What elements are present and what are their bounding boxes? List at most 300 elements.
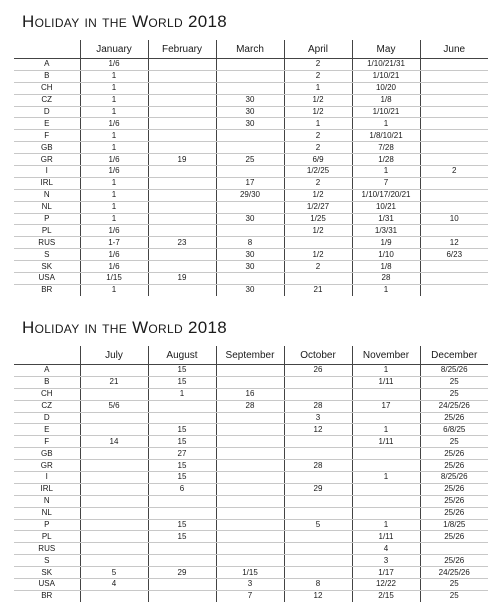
holiday-dates-cell bbox=[148, 543, 216, 555]
country-code: B bbox=[14, 70, 80, 82]
holiday-dates-cell: 29 bbox=[148, 567, 216, 579]
holiday-dates-cell: 1/10 bbox=[352, 249, 420, 261]
holiday-dates-cell: 30 bbox=[216, 106, 284, 118]
holiday-dates-cell: 12 bbox=[284, 424, 352, 436]
holiday-dates-cell: 1/11 bbox=[352, 376, 420, 388]
holiday-dates-cell bbox=[352, 448, 420, 460]
holiday-dates-cell bbox=[148, 507, 216, 519]
holiday-dates-cell: 1/2 bbox=[284, 94, 352, 106]
month-header: September bbox=[216, 346, 284, 365]
holiday-dates-cell: 15 bbox=[148, 472, 216, 484]
holiday-dates-cell: 1/25 bbox=[284, 213, 352, 225]
holiday-dates-cell bbox=[148, 412, 216, 424]
holiday-dates-cell: 15 bbox=[148, 424, 216, 436]
holiday-section-jul-dec bbox=[14, 318, 488, 602]
holiday-dates-cell: 16 bbox=[216, 388, 284, 400]
month-header: May bbox=[352, 40, 420, 59]
holiday-dates-cell bbox=[148, 590, 216, 601]
holiday-dates-cell: 12 bbox=[420, 237, 488, 249]
holiday-dates-cell: 1/8/25 bbox=[420, 519, 488, 531]
holiday-dates-cell bbox=[420, 118, 488, 130]
holiday-dates-cell: 12 bbox=[284, 590, 352, 601]
holiday-dates-cell bbox=[148, 177, 216, 189]
holiday-dates-cell: 1/3/31 bbox=[352, 225, 420, 237]
holiday-dates-cell bbox=[420, 273, 488, 285]
table-row bbox=[14, 59, 488, 71]
holiday-dates-cell: 2/15 bbox=[352, 590, 420, 601]
holiday-dates-cell: 1 bbox=[352, 118, 420, 130]
holiday-dates-cell: 1/6 bbox=[80, 166, 148, 178]
country-code: B bbox=[14, 376, 80, 388]
holiday-dates-cell: 1 bbox=[284, 118, 352, 130]
holiday-dates-cell bbox=[216, 365, 284, 377]
holiday-dates-cell: 25/26 bbox=[420, 495, 488, 507]
month-header: July bbox=[80, 346, 148, 365]
holiday-dates-cell: 1/2/25 bbox=[284, 166, 352, 178]
holiday-dates-cell: 21 bbox=[80, 376, 148, 388]
holiday-dates-cell bbox=[284, 273, 352, 285]
holiday-dates-cell: 8/25/26 bbox=[420, 472, 488, 484]
holiday-dates-cell bbox=[148, 400, 216, 412]
holiday-dates-cell bbox=[216, 376, 284, 388]
holiday-dates-cell: 25/26 bbox=[420, 460, 488, 472]
table-row bbox=[14, 543, 488, 555]
holiday-dates-cell: 6 bbox=[148, 483, 216, 495]
holiday-dates-cell: 1/2 bbox=[284, 249, 352, 261]
holiday-dates-cell bbox=[80, 543, 148, 555]
holiday-dates-cell bbox=[148, 118, 216, 130]
holiday-dates-cell: 25 bbox=[420, 376, 488, 388]
holiday-dates-cell: 10/21 bbox=[352, 201, 420, 213]
holiday-dates-cell: 1/2 bbox=[284, 106, 352, 118]
holiday-dates-cell bbox=[216, 59, 284, 71]
table-row bbox=[14, 412, 488, 424]
holiday-dates-cell bbox=[148, 261, 216, 273]
holiday-dates-cell bbox=[284, 448, 352, 460]
table-row bbox=[14, 400, 488, 412]
holiday-dates-cell: 1 bbox=[352, 472, 420, 484]
holiday-dates-cell: 30 bbox=[216, 118, 284, 130]
table-row bbox=[14, 436, 488, 448]
country-code: RUS bbox=[14, 237, 80, 249]
holiday-dates-cell bbox=[420, 201, 488, 213]
holiday-dates-cell: 15 bbox=[148, 531, 216, 543]
month-header: October bbox=[284, 346, 352, 365]
holiday-dates-cell: 1/6 bbox=[80, 154, 148, 166]
country-rows bbox=[14, 365, 488, 602]
holiday-dates-cell bbox=[148, 130, 216, 142]
country-code: GB bbox=[14, 448, 80, 460]
holiday-dates-cell: 1/8 bbox=[352, 94, 420, 106]
holiday-dates-cell bbox=[216, 424, 284, 436]
holiday-dates-cell: 28 bbox=[352, 273, 420, 285]
table-row bbox=[14, 365, 488, 377]
holiday-dates-cell bbox=[80, 555, 148, 567]
table-row bbox=[14, 448, 488, 460]
holiday-dates-cell: 25 bbox=[420, 436, 488, 448]
holiday-dates-cell: 1/10/17/20/21 bbox=[352, 189, 420, 201]
month-header: November bbox=[352, 346, 420, 365]
holiday-dates-cell bbox=[284, 436, 352, 448]
holiday-dates-cell: 3 bbox=[284, 412, 352, 424]
country-code: IRL bbox=[14, 177, 80, 189]
holiday-dates-cell: 5 bbox=[80, 567, 148, 579]
holiday-dates-cell: 1-7 bbox=[80, 237, 148, 249]
country-code: BR bbox=[41, 591, 53, 601]
holiday-dates-cell: 1 bbox=[284, 82, 352, 94]
holiday-section-jan-jun bbox=[14, 12, 488, 296]
holiday-dates-cell: 1/9 bbox=[352, 237, 420, 249]
holiday-dates-cell bbox=[148, 166, 216, 178]
holiday-dates-cell: 25 bbox=[420, 590, 488, 601]
holiday-table-jan-jun bbox=[14, 40, 488, 296]
holiday-dates-cell bbox=[148, 555, 216, 567]
holiday-dates-cell: 6/9 bbox=[284, 154, 352, 166]
table-row bbox=[14, 531, 488, 543]
holiday-dates-cell bbox=[352, 483, 420, 495]
country-code: USA bbox=[14, 273, 80, 285]
holiday-dates-cell bbox=[80, 412, 148, 424]
holiday-dates-cell bbox=[148, 201, 216, 213]
table-row bbox=[14, 472, 488, 484]
holiday-dates-cell: 8 bbox=[216, 237, 284, 249]
holiday-dates-cell bbox=[216, 142, 284, 154]
holiday-dates-cell: 6/8/25 bbox=[420, 424, 488, 436]
holiday-dates-cell bbox=[284, 543, 352, 555]
holiday-dates-cell: 23 bbox=[148, 237, 216, 249]
holiday-dates-cell: 1/10/21 bbox=[352, 70, 420, 82]
holiday-dates-cell bbox=[352, 388, 420, 400]
table-row bbox=[14, 460, 488, 472]
holiday-dates-cell: 1/2/27 bbox=[284, 201, 352, 213]
table-row bbox=[14, 118, 488, 130]
holiday-dates-cell: 12/22 bbox=[352, 579, 420, 591]
holiday-dates-cell: 1/17 bbox=[352, 567, 420, 579]
table-row bbox=[14, 579, 488, 591]
holiday-dates-cell: 25/26 bbox=[420, 448, 488, 460]
holiday-dates-cell bbox=[420, 543, 488, 555]
holiday-dates-cell bbox=[80, 365, 148, 377]
country-code: PL bbox=[14, 531, 80, 543]
holiday-dates-cell: 1/6 bbox=[80, 249, 148, 261]
country-code: CH bbox=[14, 388, 80, 400]
holiday-dates-cell: 15 bbox=[148, 519, 216, 531]
holiday-dates-cell bbox=[216, 225, 284, 237]
holiday-dates-cell: 25 bbox=[216, 154, 284, 166]
holiday-dates-cell bbox=[284, 388, 352, 400]
holiday-dates-cell: 30 bbox=[216, 261, 284, 273]
table-row bbox=[14, 388, 488, 400]
holiday-dates-cell: 24/25/26 bbox=[420, 567, 488, 579]
holiday-dates-cell bbox=[284, 472, 352, 484]
holiday-dates-cell: 30 bbox=[216, 284, 284, 295]
holiday-dates-cell: 28 bbox=[284, 460, 352, 472]
country-code: P bbox=[14, 519, 80, 531]
holiday-dates-cell: 1/6 bbox=[80, 59, 148, 71]
holiday-dates-cell bbox=[216, 460, 284, 472]
country-code: SK bbox=[14, 261, 80, 273]
table-row bbox=[14, 177, 488, 189]
holiday-dates-cell: 2 bbox=[284, 130, 352, 142]
country-code: CZ bbox=[14, 400, 80, 412]
holiday-dates-cell bbox=[284, 376, 352, 388]
holiday-dates-cell bbox=[352, 460, 420, 472]
country-code: CZ bbox=[14, 94, 80, 106]
holiday-dates-cell bbox=[148, 284, 216, 295]
holiday-dates-cell: 3 bbox=[216, 579, 284, 591]
country-code: A bbox=[14, 365, 80, 377]
holiday-dates-cell: 4 bbox=[352, 543, 420, 555]
country-code: S bbox=[14, 249, 80, 261]
holiday-dates-cell bbox=[420, 130, 488, 142]
country-code: D bbox=[14, 106, 80, 118]
holiday-dates-cell bbox=[284, 531, 352, 543]
holiday-dates-cell: 10 bbox=[420, 213, 488, 225]
holiday-dates-cell: 1 bbox=[80, 201, 148, 213]
holiday-dates-cell: 7 bbox=[216, 590, 284, 601]
country-code: USA bbox=[14, 579, 80, 591]
holiday-dates-cell: 25/26 bbox=[420, 412, 488, 424]
table-row bbox=[14, 519, 488, 531]
country-code: F bbox=[14, 436, 80, 448]
holiday-dates-cell: 30 bbox=[216, 249, 284, 261]
holiday-dates-cell bbox=[420, 189, 488, 201]
holiday-dates-cell: 15 bbox=[148, 460, 216, 472]
table-row bbox=[14, 201, 488, 213]
holiday-dates-cell: 25/26 bbox=[420, 555, 488, 567]
month-header: February bbox=[148, 40, 216, 59]
holiday-dates-cell: 10/20 bbox=[352, 82, 420, 94]
holiday-dates-cell: 21 bbox=[284, 284, 352, 295]
section-title: Holiday in the World 2018 bbox=[22, 318, 227, 337]
holiday-dates-cell: 26 bbox=[284, 365, 352, 377]
month-header: April bbox=[284, 40, 352, 59]
country-code: N bbox=[14, 495, 80, 507]
holiday-dates-cell: 1/8 bbox=[352, 261, 420, 273]
holiday-dates-cell: 15 bbox=[148, 376, 216, 388]
holiday-dates-cell: 29/30 bbox=[216, 189, 284, 201]
holiday-dates-cell: 1/11 bbox=[352, 531, 420, 543]
holiday-dates-cell bbox=[80, 388, 148, 400]
table-row bbox=[14, 376, 488, 388]
holiday-dates-cell bbox=[420, 225, 488, 237]
holiday-dates-cell: 1 bbox=[352, 424, 420, 436]
country-code: GR bbox=[14, 154, 80, 166]
holiday-dates-cell: 25/26 bbox=[420, 531, 488, 543]
section-title: Holiday in the World 2018 bbox=[22, 12, 227, 31]
corner-header-cell bbox=[14, 40, 80, 59]
country-code: PL bbox=[14, 225, 80, 237]
holiday-dates-cell bbox=[80, 424, 148, 436]
country-code: E bbox=[14, 424, 80, 436]
holiday-dates-cell: 1/31 bbox=[352, 213, 420, 225]
holiday-dates-cell: 1 bbox=[80, 106, 148, 118]
holiday-dates-cell bbox=[420, 106, 488, 118]
holiday-dates-cell bbox=[216, 555, 284, 567]
holiday-dates-cell: 25 bbox=[420, 388, 488, 400]
holiday-dates-cell: 1 bbox=[80, 130, 148, 142]
country-code: P bbox=[14, 213, 80, 225]
holiday-dates-cell bbox=[80, 448, 148, 460]
holiday-dates-cell bbox=[80, 460, 148, 472]
holiday-dates-cell: 1/6 bbox=[80, 261, 148, 273]
month-header: June bbox=[420, 40, 488, 59]
country-rows bbox=[14, 59, 488, 296]
holiday-dates-cell bbox=[216, 412, 284, 424]
holiday-dates-cell: 1 bbox=[80, 70, 148, 82]
holiday-dates-cell: 1/6 bbox=[80, 225, 148, 237]
holiday-dates-cell: 25/26 bbox=[420, 483, 488, 495]
table-row bbox=[14, 166, 488, 178]
holiday-dates-cell bbox=[420, 284, 488, 295]
holiday-dates-cell bbox=[216, 519, 284, 531]
holiday-dates-cell: 1/6 bbox=[80, 118, 148, 130]
table-row bbox=[14, 142, 488, 154]
holiday-dates-cell bbox=[148, 249, 216, 261]
country-code: D bbox=[14, 412, 80, 424]
holiday-dates-cell: 17 bbox=[352, 400, 420, 412]
month-header: March bbox=[216, 40, 284, 59]
holiday-dates-cell bbox=[216, 483, 284, 495]
holiday-dates-cell: 2 bbox=[284, 261, 352, 273]
holiday-dates-cell bbox=[148, 142, 216, 154]
holiday-dates-cell: 24/25/26 bbox=[420, 400, 488, 412]
table-row bbox=[14, 273, 488, 285]
table-row bbox=[14, 249, 488, 261]
holiday-dates-cell: 2 bbox=[284, 70, 352, 82]
holiday-dates-cell bbox=[420, 154, 488, 166]
holiday-dates-cell bbox=[80, 495, 148, 507]
holiday-dates-cell bbox=[284, 507, 352, 519]
holiday-dates-cell: 1/15 bbox=[216, 567, 284, 579]
holiday-dates-cell bbox=[216, 273, 284, 285]
holiday-dates-cell bbox=[80, 472, 148, 484]
holiday-dates-cell bbox=[352, 412, 420, 424]
country-code: GR bbox=[14, 460, 80, 472]
month-header: August bbox=[148, 346, 216, 365]
holiday-dates-cell: 1 bbox=[80, 82, 148, 94]
holiday-dates-cell bbox=[148, 70, 216, 82]
holiday-dates-cell bbox=[420, 82, 488, 94]
holiday-dates-cell bbox=[216, 130, 284, 142]
holiday-dates-cell: 19 bbox=[148, 273, 216, 285]
country-code: N bbox=[14, 189, 80, 201]
table-row bbox=[14, 483, 488, 495]
holiday-dates-cell: 3 bbox=[352, 555, 420, 567]
holiday-dates-cell: 5 bbox=[284, 519, 352, 531]
holiday-dates-cell: 1 bbox=[148, 388, 216, 400]
holiday-dates-cell bbox=[420, 70, 488, 82]
holiday-dates-cell bbox=[80, 483, 148, 495]
table-row bbox=[14, 507, 488, 519]
holiday-dates-cell: 1/15 bbox=[80, 273, 148, 285]
holiday-dates-cell bbox=[80, 507, 148, 519]
holiday-dates-cell bbox=[148, 189, 216, 201]
month-header: January bbox=[80, 40, 148, 59]
holiday-dates-cell bbox=[216, 201, 284, 213]
holiday-dates-cell: 2 bbox=[284, 142, 352, 154]
country-code: NL bbox=[14, 201, 80, 213]
holiday-dates-cell: 1/10/21 bbox=[352, 106, 420, 118]
holiday-dates-cell: 28 bbox=[216, 400, 284, 412]
holiday-dates-cell bbox=[148, 106, 216, 118]
holiday-dates-cell: 2 bbox=[284, 177, 352, 189]
holiday-dates-cell: 14 bbox=[80, 436, 148, 448]
country-code: SK bbox=[14, 567, 80, 579]
table-row bbox=[14, 70, 488, 82]
holiday-dates-cell bbox=[420, 94, 488, 106]
holiday-dates-cell: 1/11 bbox=[352, 436, 420, 448]
holiday-dates-cell bbox=[216, 82, 284, 94]
table-row bbox=[14, 555, 488, 567]
table-row bbox=[14, 106, 488, 118]
month-header: December bbox=[420, 346, 488, 365]
holiday-dates-cell bbox=[216, 495, 284, 507]
holiday-dates-cell: 1 bbox=[352, 365, 420, 377]
holiday-dates-cell bbox=[420, 142, 488, 154]
holiday-dates-cell bbox=[420, 59, 488, 71]
holiday-dates-cell bbox=[284, 555, 352, 567]
month-header-row bbox=[14, 40, 488, 59]
holiday-dates-cell bbox=[420, 177, 488, 189]
table-row bbox=[14, 94, 488, 106]
holiday-dates-cell: 8 bbox=[284, 579, 352, 591]
holiday-dates-cell bbox=[148, 213, 216, 225]
table-row bbox=[14, 590, 488, 601]
holiday-dates-cell: 5/6 bbox=[80, 400, 148, 412]
table-row bbox=[14, 154, 488, 166]
country-code: A bbox=[14, 59, 80, 71]
holiday-table-jul-dec bbox=[14, 346, 488, 602]
holiday-dates-cell: 1 bbox=[352, 519, 420, 531]
holiday-dates-cell: 6/23 bbox=[420, 249, 488, 261]
holiday-dates-cell: 1/8/10/21 bbox=[352, 130, 420, 142]
table-row bbox=[14, 213, 488, 225]
holiday-dates-cell: 1/28 bbox=[352, 154, 420, 166]
holiday-dates-cell: 1 bbox=[80, 177, 148, 189]
table-row bbox=[14, 189, 488, 201]
holiday-dates-cell bbox=[148, 59, 216, 71]
country-code: NL bbox=[14, 507, 80, 519]
holiday-dates-cell: 1 bbox=[80, 284, 148, 295]
holiday-dates-cell: 1/10/21/31 bbox=[352, 59, 420, 71]
table-row bbox=[14, 495, 488, 507]
holiday-dates-cell: 1 bbox=[352, 284, 420, 295]
holiday-dates-cell bbox=[216, 543, 284, 555]
holiday-dates-cell bbox=[148, 225, 216, 237]
holiday-dates-cell: 30 bbox=[216, 213, 284, 225]
holiday-dates-cell: 30 bbox=[216, 94, 284, 106]
table-row bbox=[14, 237, 488, 249]
holiday-dates-cell bbox=[80, 531, 148, 543]
holiday-dates-cell: 1 bbox=[352, 166, 420, 178]
country-code: F bbox=[14, 130, 80, 142]
holiday-dates-cell: 25/26 bbox=[420, 507, 488, 519]
country-code: I bbox=[14, 166, 80, 178]
country-code: CH bbox=[14, 82, 80, 94]
holiday-dates-cell bbox=[148, 82, 216, 94]
holiday-dates-cell bbox=[148, 94, 216, 106]
holiday-dates-cell: 29 bbox=[284, 483, 352, 495]
country-code: GB bbox=[14, 142, 80, 154]
holiday-dates-cell: 7 bbox=[352, 177, 420, 189]
holiday-dates-cell bbox=[284, 567, 352, 579]
country-code: RUS bbox=[14, 543, 80, 555]
holiday-dates-cell: 1/2 bbox=[284, 225, 352, 237]
holiday-dates-cell: 28 bbox=[284, 400, 352, 412]
holiday-dates-cell bbox=[284, 495, 352, 507]
holiday-dates-cell: 2 bbox=[420, 166, 488, 178]
